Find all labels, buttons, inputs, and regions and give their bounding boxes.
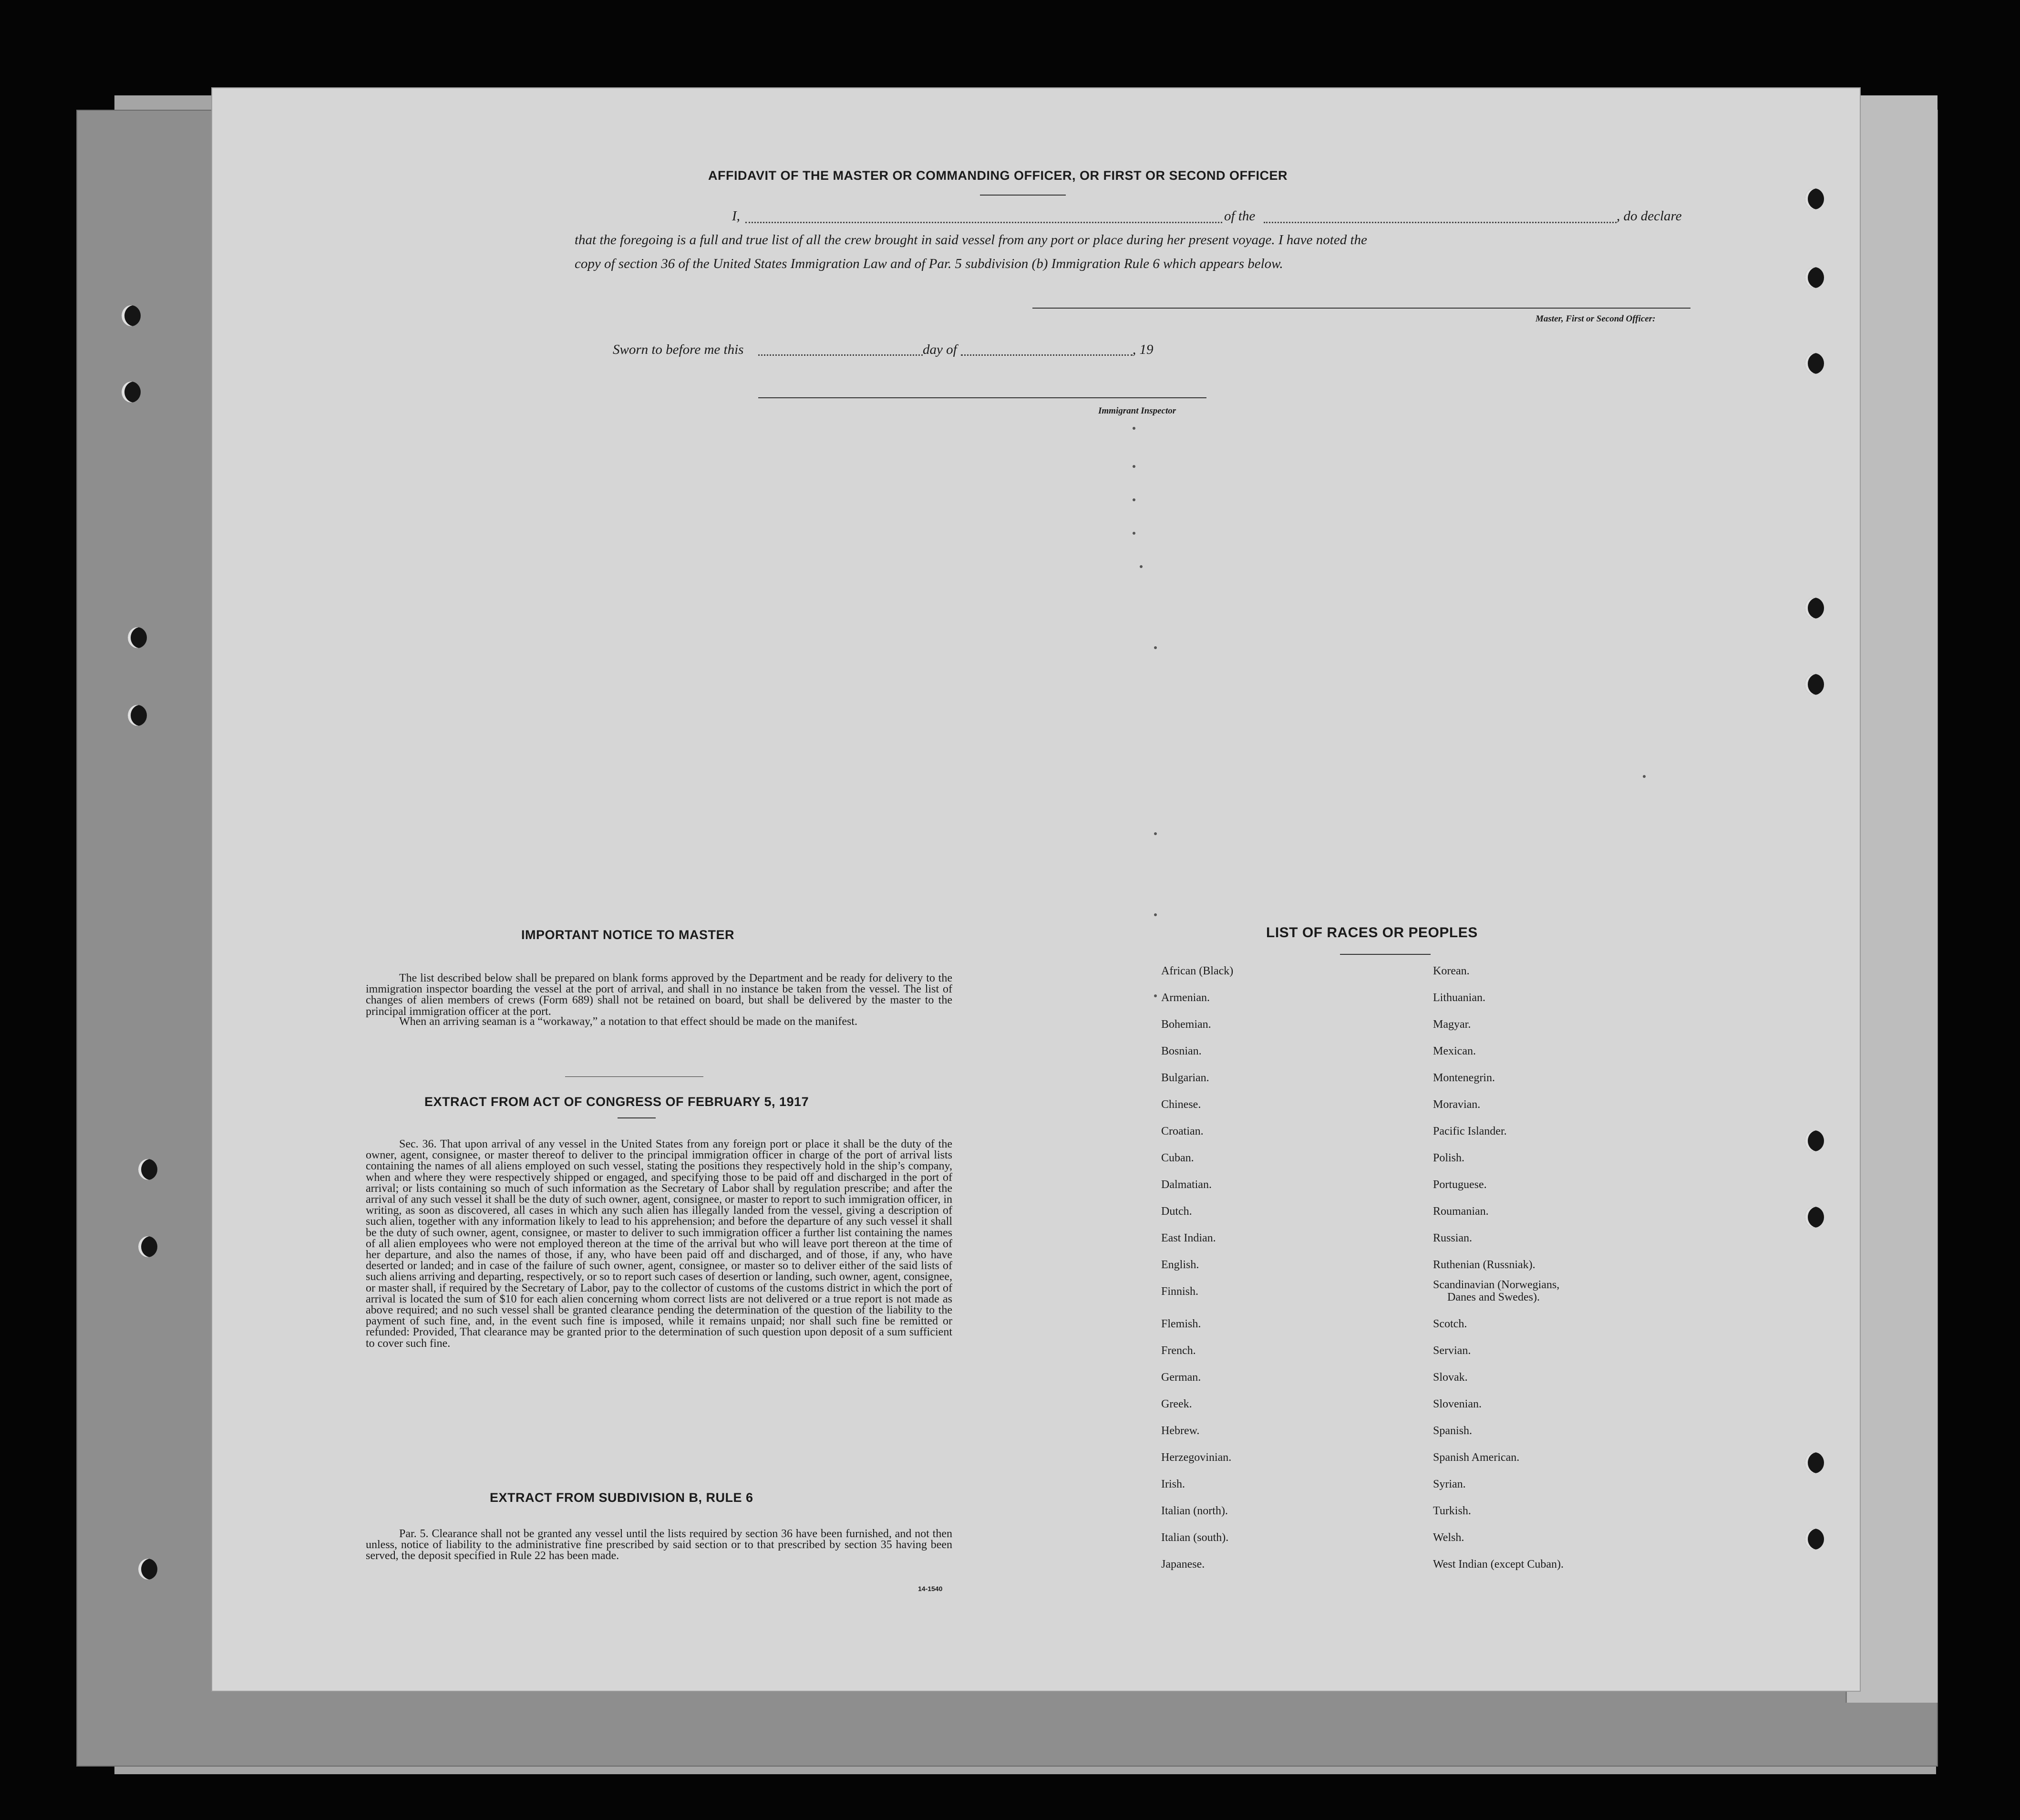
binder-hole <box>1805 267 1824 288</box>
race-item: East Indian. <box>1161 1232 1216 1244</box>
binder-hole <box>1805 1207 1824 1228</box>
race-item: Irish. <box>1161 1478 1185 1490</box>
sworn-day-field[interactable] <box>758 354 923 356</box>
binder-hole <box>122 305 141 326</box>
binder-hole <box>138 1159 157 1180</box>
master-signature-label: Master, First or Second Officer: <box>1536 314 1656 324</box>
day-of-label: day of <box>923 342 957 357</box>
affidavit-of-the-label: of the <box>1224 208 1256 224</box>
race-item: Slovenian. <box>1433 1398 1482 1410</box>
divider <box>618 1117 656 1118</box>
name-field[interactable] <box>745 222 1222 223</box>
divider <box>1340 954 1431 955</box>
race-item: Japanese. <box>1161 1558 1205 1571</box>
race-item: Slovak. <box>1433 1371 1468 1384</box>
sworn-label: Sworn to before me this <box>613 342 744 357</box>
vessel-field[interactable] <box>1264 222 1617 223</box>
race-item: Croatian. <box>1161 1125 1204 1138</box>
race-item: Korean. <box>1433 965 1470 977</box>
binder-hole <box>1805 674 1824 695</box>
race-item: Polish. <box>1433 1152 1465 1164</box>
race-item: Welsh. <box>1433 1531 1464 1544</box>
race-item: English. <box>1161 1259 1199 1271</box>
binder-hole <box>1805 1452 1824 1473</box>
binder-hole <box>128 627 147 648</box>
speck <box>1154 646 1157 649</box>
act-heading: EXTRACT FROM ACT OF CONGRESS OF FEBRUARY 5, 1917 <box>424 1095 809 1109</box>
speck <box>1133 465 1135 468</box>
inspector-signature-line[interactable] <box>758 397 1206 398</box>
speck <box>1133 498 1135 501</box>
race-item: Dalmatian. <box>1161 1179 1212 1191</box>
race-item: Italian (south). <box>1161 1531 1229 1544</box>
race-item: French. <box>1161 1344 1196 1357</box>
race-item: Moravian. <box>1433 1098 1481 1111</box>
race-item: Spanish American. <box>1433 1451 1520 1464</box>
rule-text: Par. 5. Clearance shall not be granted any vessel until the lists required by section 36 have been furnished, and not then unless, notice of liability to the administrative fine prescribed by said section or to that prescribed by section 35 having been served, the deposit specified in Rule 22 has been made. <box>366 1528 952 1562</box>
race-item: Portuguese. <box>1433 1179 1487 1191</box>
race-item: Ruthenian (Russniak). <box>1433 1259 1536 1271</box>
notice-heading: IMPORTANT NOTICE TO MASTER <box>521 928 734 942</box>
race-item: Italian (north). <box>1161 1505 1228 1517</box>
document-page <box>212 88 1860 1691</box>
sworn-month-field[interactable] <box>961 354 1133 356</box>
form-number: 14-1540 <box>918 1585 943 1592</box>
race-item: Hebrew. <box>1161 1425 1200 1437</box>
speck <box>1643 775 1646 778</box>
race-item: Cuban. <box>1161 1152 1194 1164</box>
race-item: Lithuanian. <box>1433 992 1485 1004</box>
races-heading: LIST OF RACES OR PEOPLES <box>1266 925 1478 941</box>
race-item: Turkish. <box>1433 1505 1471 1517</box>
notice-paragraph-2: When an arriving seaman is a “workaway,” a notation to that effect should be made on the manifest. <box>399 1015 857 1028</box>
year-label: , 19 <box>1133 342 1154 357</box>
race-item: Herzegovinian. <box>1161 1451 1232 1464</box>
binder-hole <box>1805 1529 1824 1550</box>
race-item: African (Black) <box>1161 965 1234 977</box>
race-item: Syrian. <box>1433 1478 1466 1490</box>
divider <box>565 1076 703 1077</box>
race-item: Armenian. <box>1161 992 1210 1004</box>
race-item: Magyar. <box>1433 1018 1471 1031</box>
race-item: Dutch. <box>1161 1205 1192 1218</box>
race-item: Scotch. <box>1433 1318 1467 1330</box>
race-item: German. <box>1161 1371 1201 1384</box>
binder-hole <box>1805 1130 1824 1151</box>
binder-hole <box>122 382 141 403</box>
binder-hole <box>1805 353 1824 374</box>
binder-hole <box>1805 188 1824 209</box>
speck <box>1133 532 1135 535</box>
race-item: Danes and Swedes). <box>1447 1291 1540 1303</box>
race-item: Bulgarian. <box>1161 1072 1209 1084</box>
speck <box>1154 832 1157 835</box>
race-item: Montenegrin. <box>1433 1072 1495 1084</box>
race-item: Chinese. <box>1161 1098 1201 1111</box>
inspector-label: Immigrant Inspector <box>1098 406 1176 416</box>
affidavit-declare-label: , do declare <box>1617 208 1682 224</box>
affidavit-line-2: that the foregoing is a full and true list of all the crew brought in said vessel from any port or place during her present voyage. I have noted the <box>575 232 1367 248</box>
race-item: Finnish. <box>1161 1285 1199 1298</box>
act-text <box>366 1139 952 1349</box>
master-signature-line[interactable] <box>1032 308 1690 309</box>
race-item: Pacific Islander. <box>1433 1125 1507 1138</box>
speck <box>1133 427 1135 430</box>
race-item: Bosnian. <box>1161 1045 1202 1057</box>
divider <box>980 195 1066 196</box>
race-item: Roumanian. <box>1433 1205 1489 1218</box>
act-section-label: Sec. 36. <box>399 1138 437 1150</box>
race-item: West Indian (except Cuban). <box>1433 1558 1564 1571</box>
race-item: Russian. <box>1433 1232 1473 1244</box>
race-item: Greek. <box>1161 1398 1192 1410</box>
race-item: Servian. <box>1433 1344 1471 1357</box>
race-item: Scandinavian (Norwegians, <box>1433 1279 1560 1291</box>
race-item: Bohemian. <box>1161 1018 1211 1031</box>
speck <box>1154 913 1157 916</box>
race-item: Mexican. <box>1433 1045 1476 1057</box>
race-item: Flemish. <box>1161 1318 1201 1330</box>
speck <box>1140 565 1143 568</box>
binder-hole <box>1805 598 1824 619</box>
notice-paragraph-1: The list described below shall be prepared on blank forms approved by the Department and be ready for delivery to the immigration inspector boarding the vessel at the port of arrival, and shall in no instance be taken from the vessel. The list of changes of alien members of crews (Form 689) shall not be retained on board, but shall be delivered by the master to the principal immigration officer at the port. <box>366 972 952 1018</box>
act-section-text: That upon arrival of any vessel in the United States from any foreign port or place it shall be the duty of the owner, agent, consignee, or master thereof to deliver to the principal immigration officer in charge of the port of arrival lists containing the names of all aliens employed on such vessel, stating the positions they respectively hold in the ship’s company, when and where they were respectively shipped or engaged, and specifying those to be paid off and discharged in the port of arrival; or lists containing so much of such information as the Secretary of Labor shall by regulation prescribe; and after the arrival of any such vessel it shall be the duty of such owner, agent, consignee, or master to report to such immigration officer, in writing, as soon as discovered, all cases in which any such alien has illegally landed from the vessel, giving a description of such alien, together with any information likely to lead to his apprehension; and before the departure of any such vessel it shall be the duty of such owner, agent, consignee, or master to deliver to such immigration officer a further list containing the names of all alien employees who were not employed thereon at the time of the arrival but who will leave port thereon at the time of her departure, and also the names of those, if any, who have been paid off and discharged, and of those, if any, who have deserted or landed; and in case of the failure of such owner, agent, consignee, or master so to deliver either of the said lists of such aliens arriving and departing, respectively, or so to report such cases of desertion or landing, such owner, agent, consignee, or master shall, if required by the Secretary of Labor, pay to the collector of customs of the customs district in which the port of arrival is located the sum of $10 for each alien concerning whom correct lists are not delivered or a true report is not made as above required; and no such vessel shall be granted clearance pending the determination of the question of the liability to the payment of such fine, and, in the event such fine is imposed, while it remains unpaid; nor shall such fine be remitted or refunded: Provided, That clearance may be granted prior to the determination of such question upon deposit of a sum sufficient to cover such fine. <box>366 1138 952 1350</box>
binder-hole <box>138 1236 157 1257</box>
affidavit-i-label: I, <box>732 208 740 224</box>
affidavit-heading: AFFIDAVIT OF THE MASTER OR COMMANDING OFFICER, OR FIRST OR SECOND OFFICER <box>708 168 1288 183</box>
binder-hole <box>138 1559 157 1580</box>
speck <box>1154 994 1157 997</box>
affidavit-line-3: copy of section 36 of the United States Immigration Law and of Par. 5 subdivision (b) Immigration Rule 6 which appears below. <box>575 256 1283 271</box>
rule-heading: EXTRACT FROM SUBDIVISION B, RULE 6 <box>490 1490 753 1505</box>
race-item: Spanish. <box>1433 1425 1473 1437</box>
binder-hole <box>128 705 147 726</box>
